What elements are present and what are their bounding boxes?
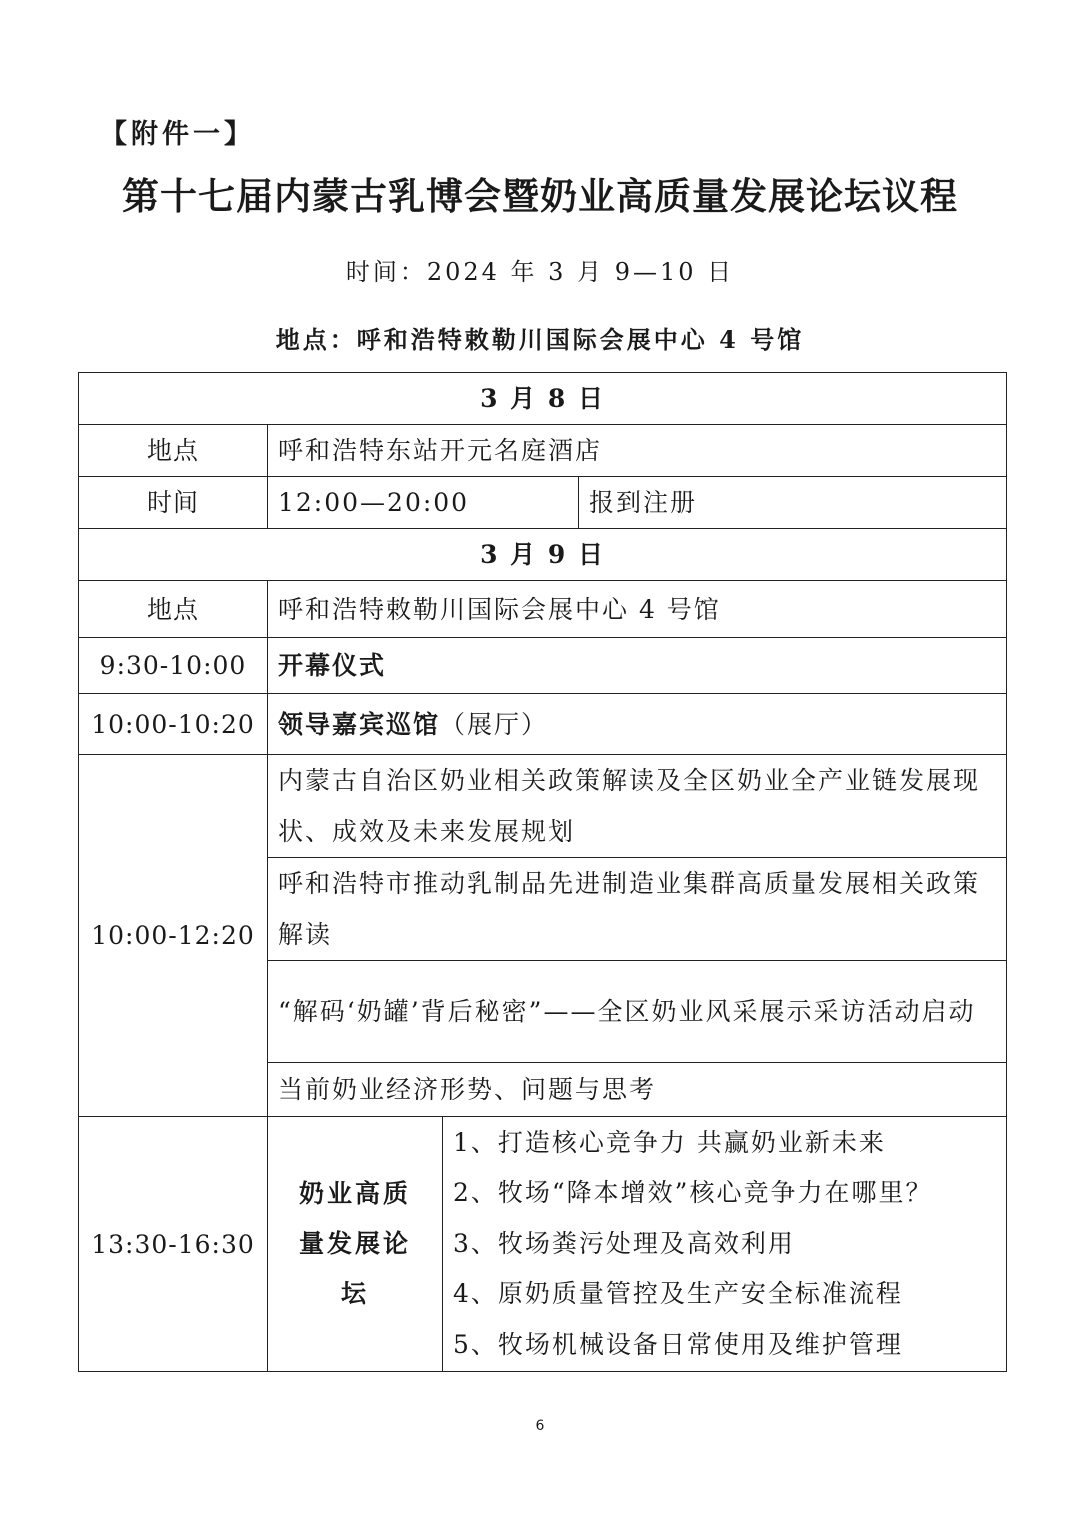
day1-date: 3 月 8 日 (79, 373, 1007, 425)
forum-title-text: 奶业高质量发展论坛 (298, 1179, 411, 1308)
policy-item: “解码‘奶罐’背后秘密”——全区奶业风采展示采访活动启动 (268, 961, 1007, 1063)
tour-title: 领导嘉宾巡馆 (278, 709, 441, 739)
day2-date: 3 月 9 日 (79, 529, 1007, 581)
day1-time-label: 时间 (79, 477, 268, 529)
agenda-table (78, 372, 1007, 1372)
table-row (79, 1117, 1007, 1372)
forum-topic: 4、原奶质量管控及生产安全标准流程 (453, 1279, 903, 1309)
day2-location-value: 呼和浩特敕勒川国际会展中心 4 号馆 (268, 581, 1007, 638)
table-row (79, 755, 1007, 858)
forum-title (268, 1117, 443, 1372)
tour-note: （展厅） (440, 709, 549, 739)
table-row (79, 581, 1007, 638)
policy-time: 10:00-12:20 (79, 755, 268, 1117)
tour-cell (268, 694, 1007, 755)
forum-topic: 3、牧场粪污处理及高效利用 (453, 1228, 795, 1258)
day1-location-label: 地点 (79, 425, 268, 477)
event-place: 地点：呼和浩特敕勒川国际会展中心 4 号馆 (275, 325, 805, 354)
page-number: 6 (535, 1418, 545, 1434)
opening-title: 开幕仪式 (268, 638, 1007, 694)
forum-topic: 5、牧场机械设备日常使用及维护管理 (453, 1329, 903, 1359)
opening-time: 9:30-10:00 (79, 638, 268, 694)
day2-location-label: 地点 (79, 581, 268, 638)
forum-topics (443, 1117, 1007, 1372)
day1-time-value: 12:00—20:00 (268, 477, 579, 529)
forum-topic: 1、打造核心竞争力 共赢奶业新未来 (453, 1127, 886, 1157)
policy-item: 内蒙古自治区奶业相关政策解读及全区奶业全产业链发展现状、成效及未来发展规划 (268, 755, 1007, 858)
attachment-label: 【附件一】 (100, 119, 255, 150)
table-row (79, 425, 1007, 477)
table-row (79, 529, 1007, 581)
table-row (79, 638, 1007, 694)
policy-item: 呼和浩特市推动乳制品先进制造业集群高质量发展相关政策解读 (268, 858, 1007, 961)
table-row (79, 373, 1007, 425)
event-time: 时间：2024 年 3 月 9—10 日 (345, 258, 735, 286)
table-row (79, 694, 1007, 755)
policy-item: 当前奶业经济形势、问题与思考 (268, 1063, 1007, 1117)
page-title: 第十七届内蒙古乳博会暨奶业高质量发展论坛议程 (122, 175, 958, 218)
tour-time: 10:00-10:20 (79, 694, 268, 755)
forum-time: 13:30-16:30 (79, 1117, 268, 1372)
day1-activity: 报到注册 (579, 477, 1007, 529)
forum-topic: 2、牧场“降本增效”核心竞争力在哪里？ (453, 1178, 933, 1208)
table-row (79, 477, 1007, 529)
day1-location-value: 呼和浩特东站开元名庭酒店 (268, 425, 1007, 477)
